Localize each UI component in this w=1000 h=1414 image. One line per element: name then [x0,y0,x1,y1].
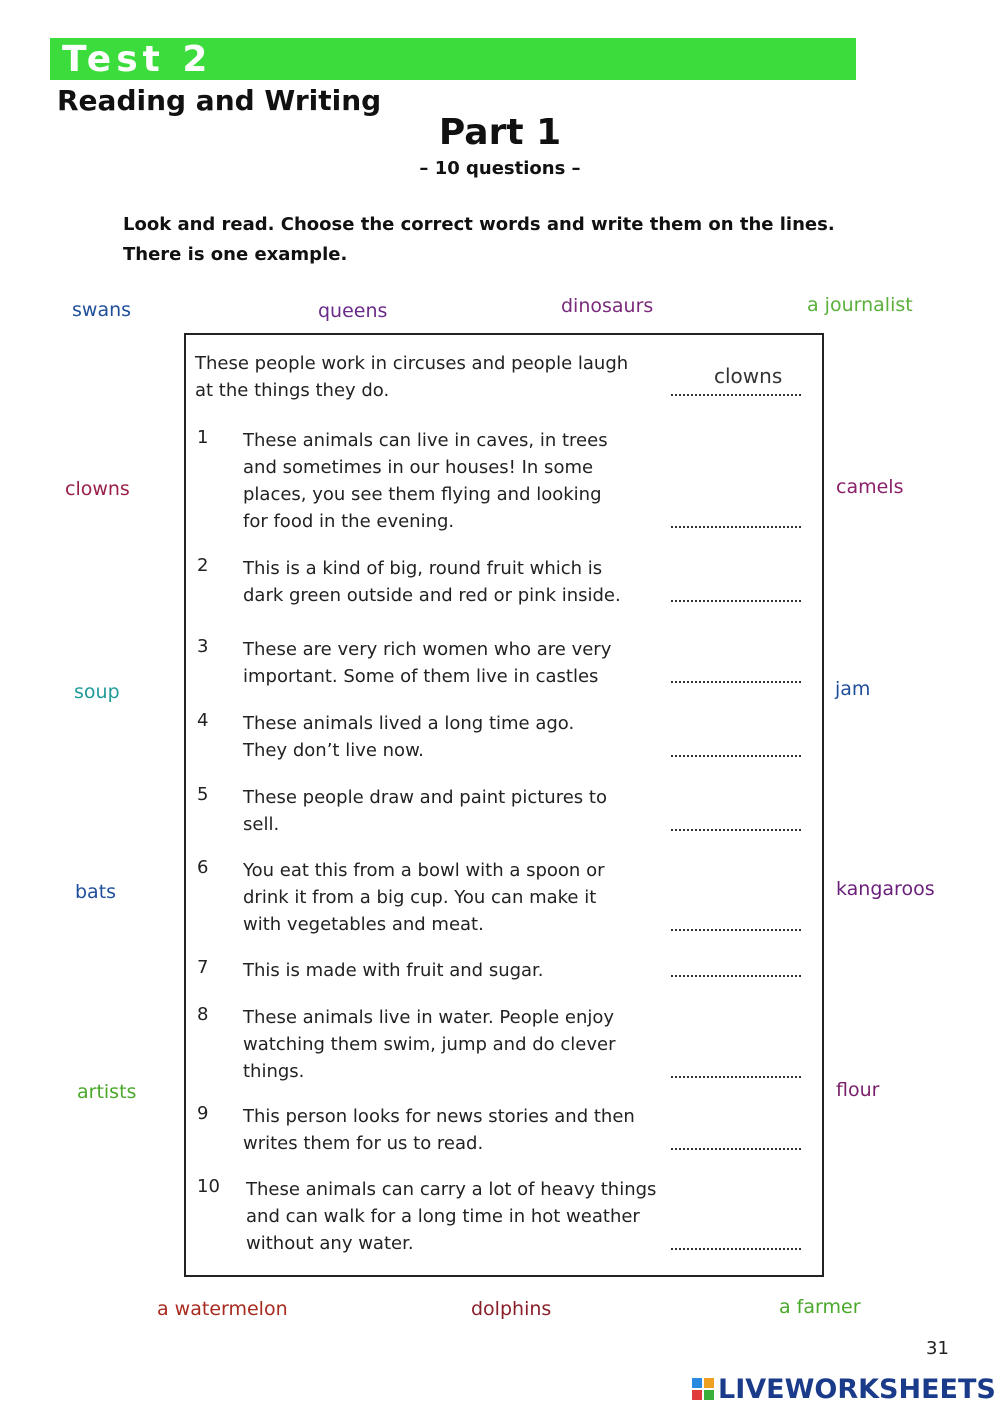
answer-line[interactable] [671,927,801,931]
question-number: 2 [197,555,209,576]
word-bank-item: queens [318,300,388,322]
question-text-line: This is a kind of big, round fruit which is [243,558,603,579]
answer-line[interactable] [671,679,801,683]
question-number: 7 [197,957,209,978]
question-text-line: for food in the evening. [243,511,455,532]
answer-line[interactable] [671,1146,801,1150]
answer-line[interactable] [671,1074,801,1078]
page-number: 31 [926,1338,949,1359]
question-text-line: important. Some of them live in castles [243,666,599,687]
answer-line[interactable] [671,973,801,977]
question-number: 1 [197,427,209,448]
word-bank-item: flour [836,1079,880,1101]
question-text-line: dark green outside and red or pink inside. [243,585,621,606]
question-number: 4 [197,710,209,731]
word-bank-item: swans [72,299,132,321]
word-bank-item: a journalist [807,294,913,316]
question-text-line: This is made with fruit and sugar. [243,960,544,981]
word-bank-item: a farmer [779,1296,861,1318]
question-number: 9 [197,1103,209,1124]
question-text-line: watching them swim, jump and do clever [243,1034,616,1055]
example-answer: clowns [714,364,783,388]
question-number: 3 [197,636,209,657]
question-text-line: These people draw and paint pictures to [243,787,607,808]
question-number: 5 [197,784,209,805]
example-line-1: These people work in circuses and people laugh [195,353,629,374]
word-bank-item: soup [74,681,120,703]
answer-line[interactable] [671,598,801,602]
question-number: 8 [197,1004,209,1025]
answer-line[interactable] [671,827,801,831]
question-text-line: and can walk for a long time in hot weather [246,1206,640,1227]
word-bank-item: dinosaurs [561,295,654,317]
question-text-line: and sometimes in our houses! In some [243,457,594,478]
instruction-line-1: Look and read. Choose the correct words and write them on the lines. [123,214,835,235]
answer-line[interactable] [671,753,801,757]
word-bank-item: clowns [65,478,130,500]
word-bank-item: artists [77,1081,137,1103]
word-bank-item: bats [75,881,117,903]
word-bank-item: jam [835,678,871,700]
instruction-line-2: There is one example. [123,244,348,265]
word-bank-item: camels [836,476,904,498]
question-text-line: These animals can live in caves, in trees [243,430,608,451]
question-text-line: things. [243,1061,305,1082]
questions-count: – 10 questions – [419,158,581,179]
question-text-line: These animals can carry a lot of heavy things [246,1179,657,1200]
question-text-line: sell. [243,814,280,835]
question-number: 6 [197,857,209,878]
liveworksheets-logo-text: LIVEWORKSHEETS [718,1374,996,1405]
question-text-line: These are very rich women who are very [243,639,612,660]
word-bank-item: dolphins [471,1298,552,1320]
question-text-line: writes them for us to read. [243,1133,484,1154]
answer-line[interactable] [671,1246,801,1250]
question-text-line: without any water. [246,1233,414,1254]
question-text-line: You eat this from a bowl with a spoon or [243,860,605,881]
question-text-line: These animals lived a long time ago. [243,713,575,734]
question-number: 10 [197,1176,220,1197]
question-text-line: This person looks for news stories and then [243,1106,635,1127]
answer-line[interactable] [671,524,801,528]
question-text-line: with vegetables and meat. [243,914,484,935]
word-bank-item: a watermelon [157,1298,288,1320]
question-text-line: drink it from a big cup. You can make it [243,887,597,908]
example-answer-line [671,392,801,396]
liveworksheets-logo-icon [692,1378,714,1400]
section-title: Reading and Writing [57,84,382,117]
question-text-line: places, you see them flying and looking [243,484,602,505]
word-bank-item: kangaroos [836,878,935,900]
question-text-line: They don’t live now. [243,740,424,761]
test-banner [50,38,856,80]
part-title: Part 1 [438,112,562,153]
test-label: Test 2 [62,39,213,80]
question-text-line: These animals live in water. People enjoy [243,1007,615,1028]
example-line-2: at the things they do. [195,380,390,401]
